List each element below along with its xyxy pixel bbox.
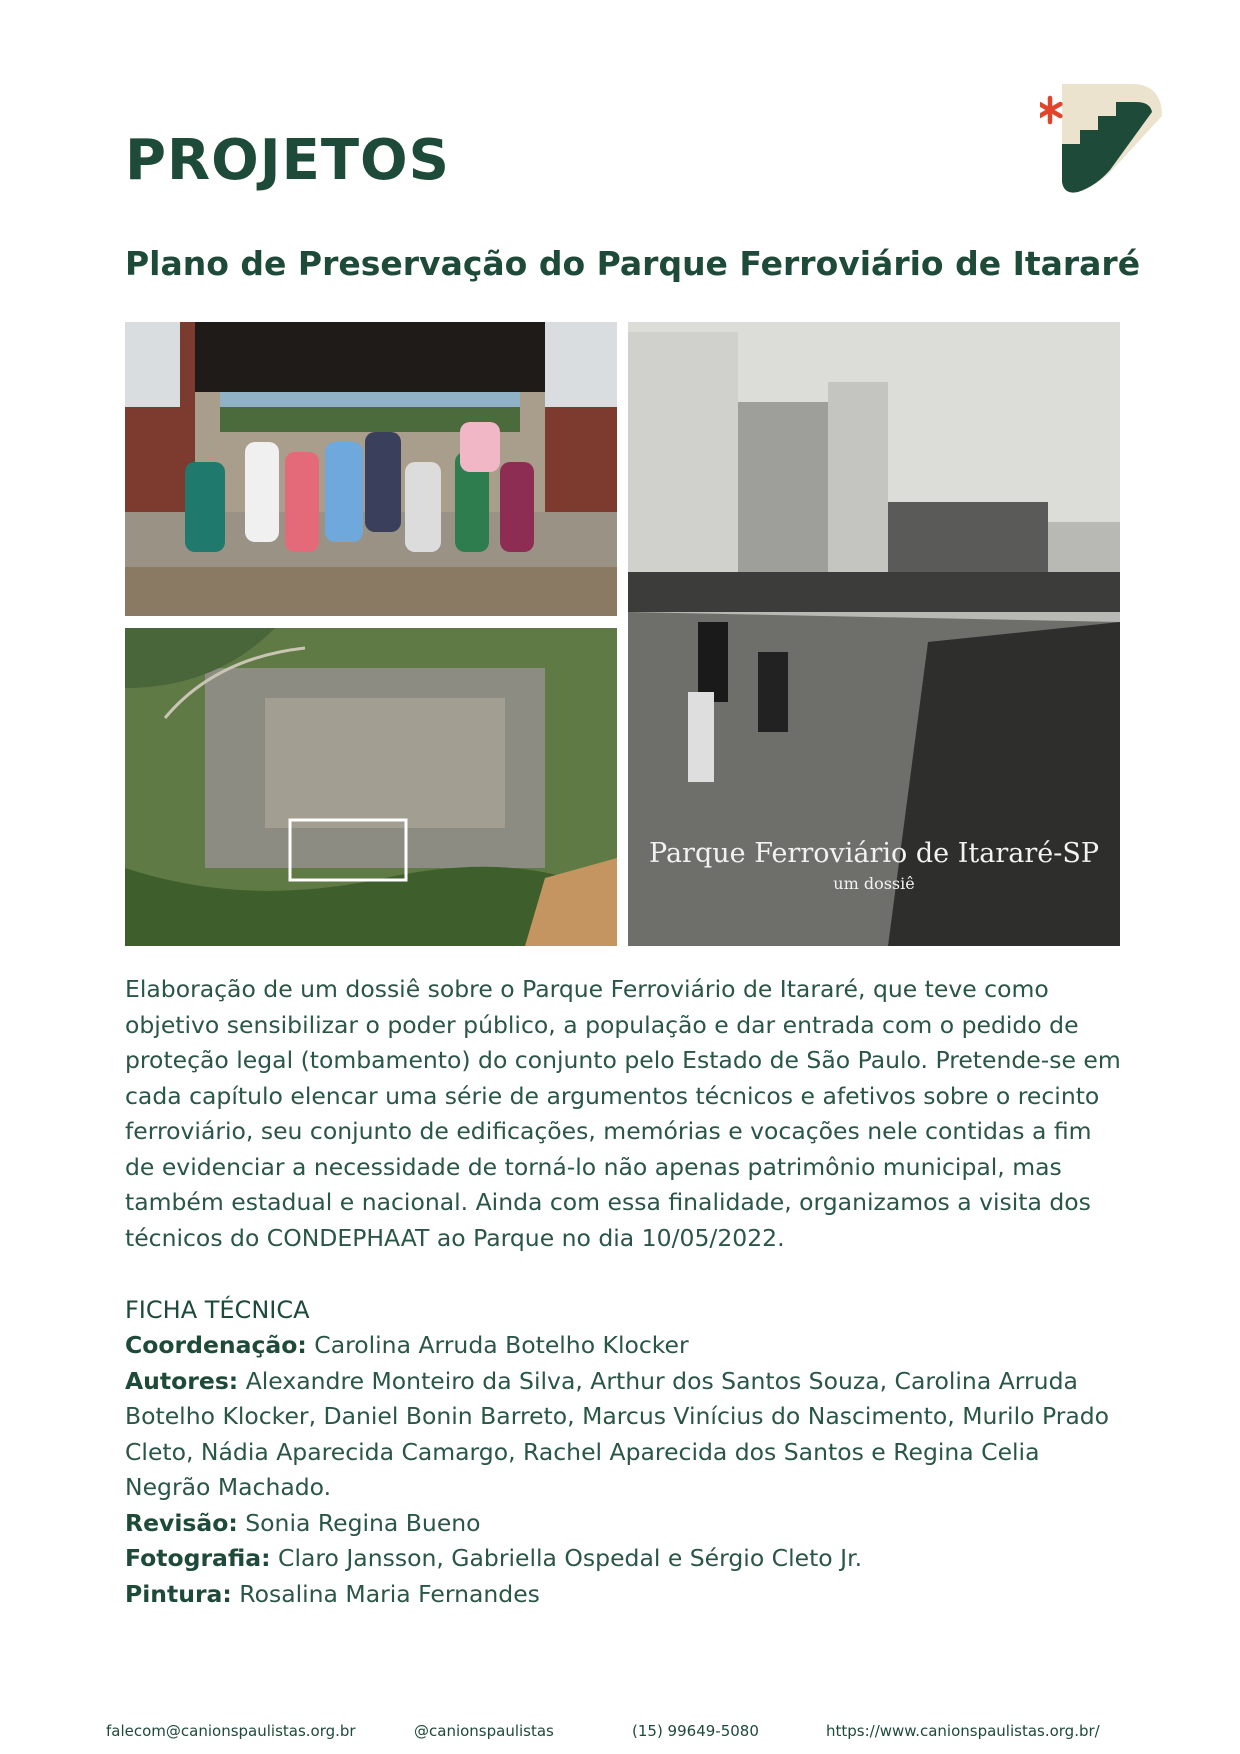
- footer-email-link[interactable]: falecom@canionspaulistas.org.br: [106, 1722, 356, 1740]
- photo-caption-subtitle: um dossiê: [833, 874, 915, 893]
- photography-value: Claro Jansson, Gabriella Ospedal e Sérgio Cleto Jr.: [270, 1544, 863, 1572]
- painting-value: Rosalina Maria Fernandes: [231, 1579, 540, 1608]
- authors-line: [125, 1364, 1125, 1506]
- review-value: Sonia Regina Bueno: [237, 1508, 481, 1537]
- painting-label: Pintura:: [125, 1579, 232, 1608]
- review-line: [125, 1506, 1125, 1542]
- photography-line: [125, 1541, 1125, 1577]
- authors-value: Alexandre Monteiro da Silva, Arthur dos Santos Souza, Carolina Arruda Botelho Klocker, Daniel Bonin Barreto, Marcus Vinícius do Nascimento, Murilo Prado Cleto, Nádia Aparecida Camargo, Rachel Aparecida dos Santos e Regina Celia Negrão Machado.: [125, 1366, 1110, 1501]
- satellite-map-photo: [125, 628, 617, 946]
- team-photo: [125, 322, 617, 616]
- photo-caption-title: Parque Ferroviário de Itararé-SP: [649, 838, 1099, 869]
- project-description: Elaboração de um dossiê sobre o Parque Ferroviário de Itararé, que teve como objetivo sensibilizar o poder público, a população e dar entrada com o pedido de proteção legal (tombamento) do conjunto pelo Estado de São Paulo. Pretende-se em cada capítulo elencar uma série de argumentos técnicos e afetivos sobre o recinto ferroviário, seu conjunto de edificações, memórias e vocações nele contidas a fim de evidenciar a necessidade de torná-lo não apenas patrimônio municipal, mas também estadual e nacional. Ainda com essa finalidade, organizamos a visita dos técnicos do CONDEPHAAT ao Parque no dia 10/05/2022.: [125, 975, 1121, 1252]
- footer-phone: (15) 99649-5080: [632, 1722, 759, 1740]
- historic-station-photo: [628, 322, 1120, 946]
- photography-label: Fotografia:: [125, 1544, 271, 1572]
- brand-logo: [1040, 82, 1165, 197]
- coordination-value: Carolina Arruda Botelho Klocker: [306, 1331, 689, 1359]
- authors-label: Autores:: [125, 1366, 239, 1395]
- coordination-label: Coordenação:: [125, 1331, 307, 1359]
- coordination-line: [125, 1328, 1125, 1364]
- review-label: Revisão:: [125, 1508, 238, 1537]
- section-title: PROJETOS: [125, 128, 450, 193]
- project-title: Plano de Preservação do Parque Ferroviário de Itararé: [125, 244, 1141, 283]
- footer-website-link[interactable]: https://www.canionspaulistas.org.br/: [826, 1722, 1100, 1740]
- canyon-logo-icon: [1040, 82, 1165, 197]
- tech-sheet: [125, 1292, 1125, 1612]
- footer-instagram-link[interactable]: @canionspaulistas: [414, 1722, 554, 1740]
- painting-line: [125, 1577, 1125, 1613]
- tech-sheet-heading: FICHA TÉCNICA: [125, 1296, 310, 1324]
